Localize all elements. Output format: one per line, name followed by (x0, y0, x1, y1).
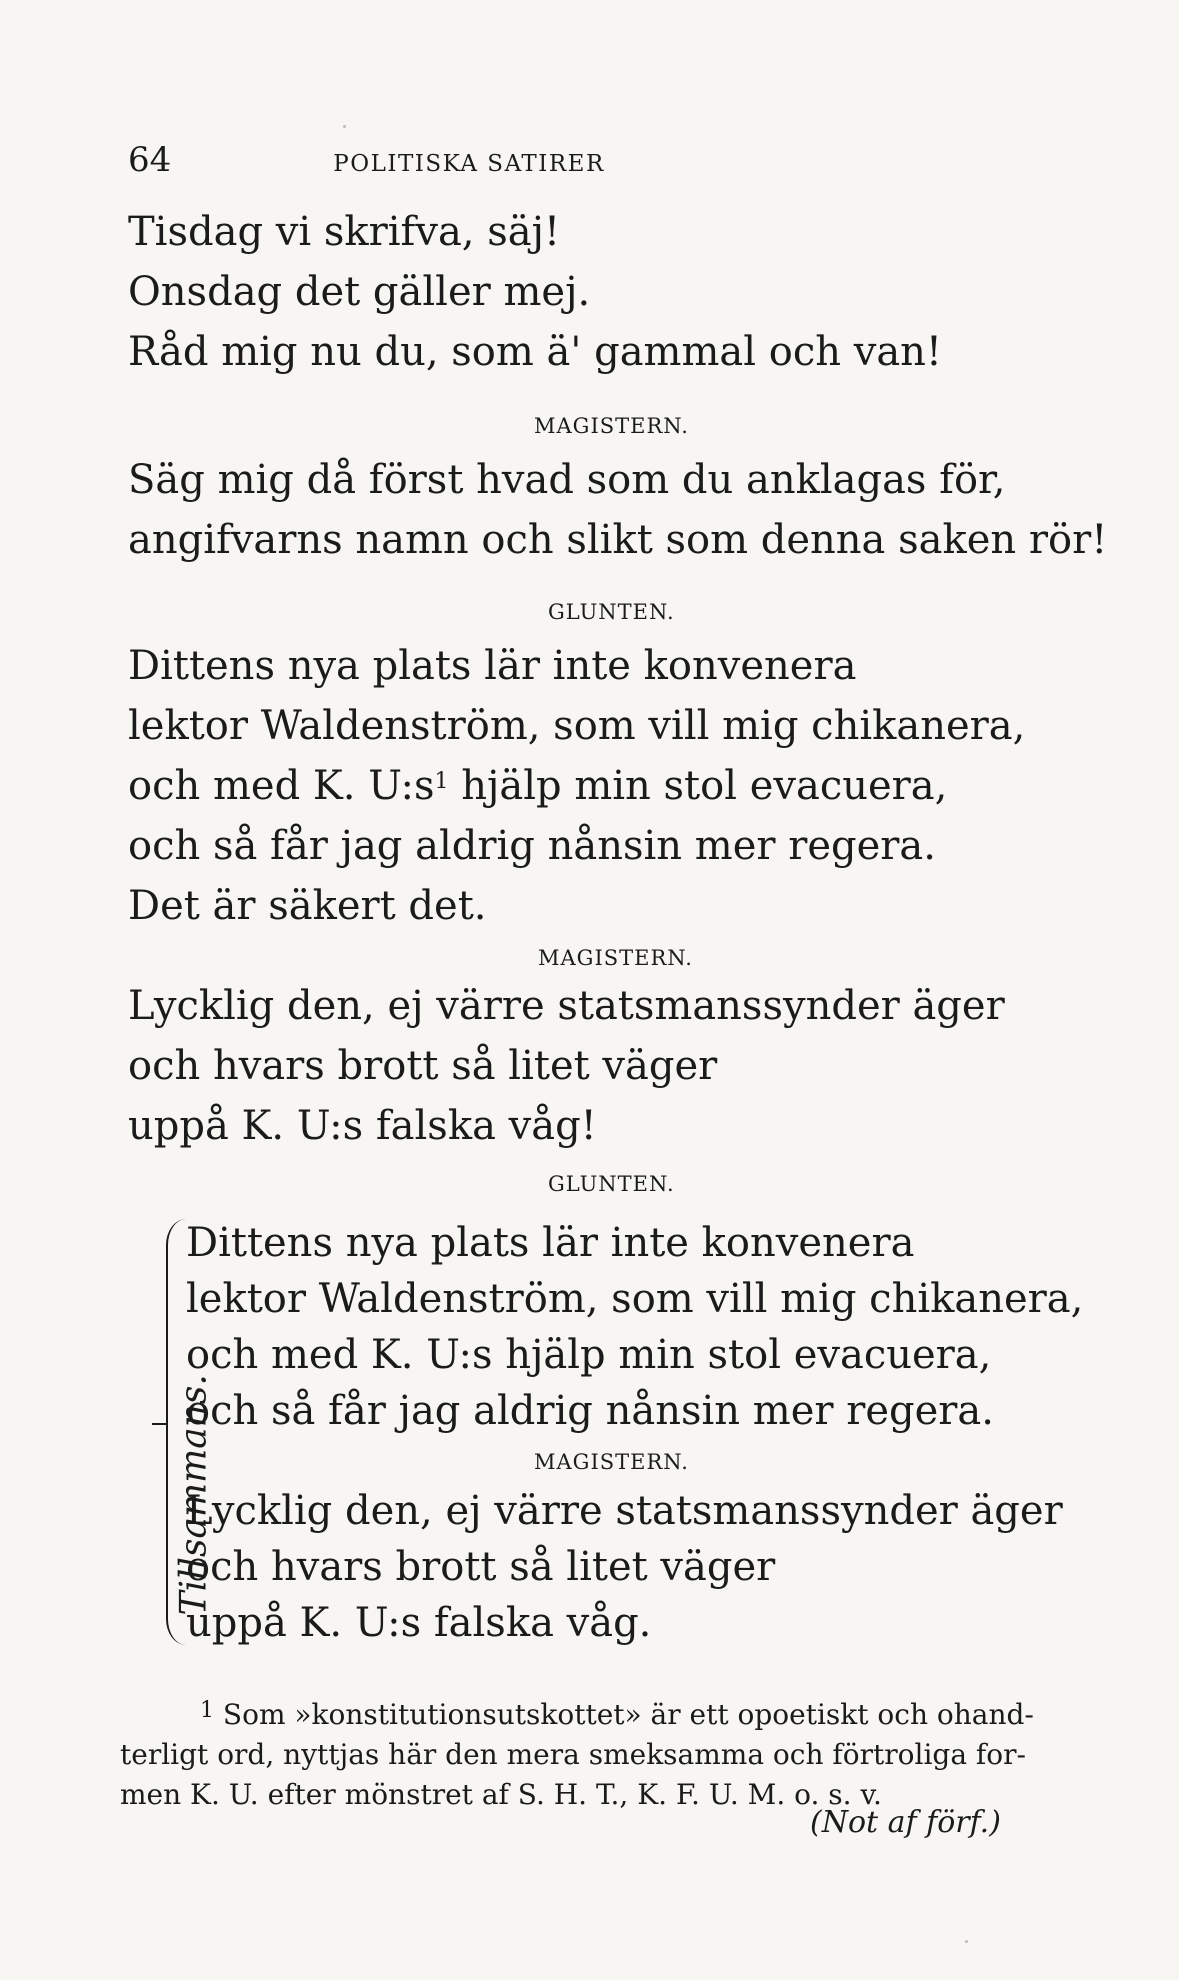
paper-speck (965, 1940, 968, 1943)
verse-text: och med K. U:s (128, 763, 435, 809)
verse-line: Dittens nya plats lär inte konvenera (128, 643, 857, 689)
verse-line: och så får jag aldrig nånsin mer regera. (186, 1388, 994, 1434)
footnote-attribution: (Not af förf.) (810, 1805, 1001, 1840)
brace-point (152, 1423, 168, 1425)
verse-stanza-4 (128, 976, 1005, 1156)
verse-line: Säg mig då först hvad som du anklagas för, (128, 457, 1006, 503)
verse-line: och med K. U:s hjälp min stol evacuera, (186, 1332, 992, 1378)
verse-line: Råd mig nu du, som ä' gammal och van! (128, 329, 943, 375)
verse-stanza-2 (128, 450, 1107, 570)
verse-text: hjälp min stol evacuera, (448, 763, 948, 809)
running-head: POLITISKA SATIRER (333, 151, 605, 177)
verse-line-with-footnote (128, 756, 1025, 816)
footnote-reference: 1 (434, 769, 449, 794)
footnote (120, 1695, 1110, 1815)
footnote-marker: 1 (200, 1698, 214, 1723)
verse-line: och hvars brott så litet väger (186, 1544, 776, 1590)
speaker-label-magistern: MAGISTERN. (534, 414, 689, 438)
verse-stanza-3 (128, 636, 1025, 936)
speaker-label-glunten: GLUNTEN. (548, 600, 675, 624)
verse-line: Onsdag det gäller mej. (128, 269, 591, 315)
footnote-line: men K. U. efter mönstret af S. H. T., K. F. U. M. o. s. v. (120, 1778, 882, 1811)
verse-line: angifvarns namn och slikt som denna saken rör! (128, 517, 1108, 563)
footnote-text: Som »konstitutionsutskottet» är ett opoetiskt och ohand- (222, 1698, 1034, 1731)
page-number: 64 (128, 140, 172, 180)
speaker-label-magistern: MAGISTERN. (534, 1450, 689, 1474)
verse-line: och så får jag aldrig nånsin mer regera. (128, 823, 936, 869)
verse-line: uppå K. U:s falska våg! (128, 1103, 597, 1149)
verse-line: Dittens nya plats lär inte konvenera (186, 1220, 915, 1266)
footnote-line: terligt ord, nyttjas här den mera smeksamma och förtroliga for- (120, 1738, 1026, 1771)
together-section (100, 1215, 1084, 1655)
verse-line: Tisdag vi skrifva, säj! (128, 209, 561, 255)
together-verse-part-2 (186, 1483, 1063, 1651)
verse-line: Lycklig den, ej värre statsmanssynder äger (128, 983, 1005, 1029)
verse-stanza-1 (128, 202, 942, 382)
together-verse-part-1 (186, 1215, 1083, 1439)
speaker-label-magistern: MAGISTERN. (538, 946, 693, 970)
footnote-line (120, 1695, 1110, 1735)
paper-speck (343, 125, 346, 128)
verse-line: och hvars brott så litet väger (128, 1043, 718, 1089)
speaker-label-glunten: GLUNTEN. (548, 1172, 675, 1196)
verse-line: uppå K. U:s falska våg. (186, 1600, 652, 1646)
verse-line: Lycklig den, ej värre statsmanssynder äger (186, 1488, 1063, 1534)
page-header (128, 140, 768, 180)
verse-line: Det är säkert det. (128, 883, 487, 929)
verse-line: lektor Waldenström, som vill mig chikanera, (186, 1276, 1084, 1322)
together-side-label: Tillsammans. (173, 1374, 215, 1616)
verse-line: lektor Waldenström, som vill mig chikanera, (128, 703, 1026, 749)
